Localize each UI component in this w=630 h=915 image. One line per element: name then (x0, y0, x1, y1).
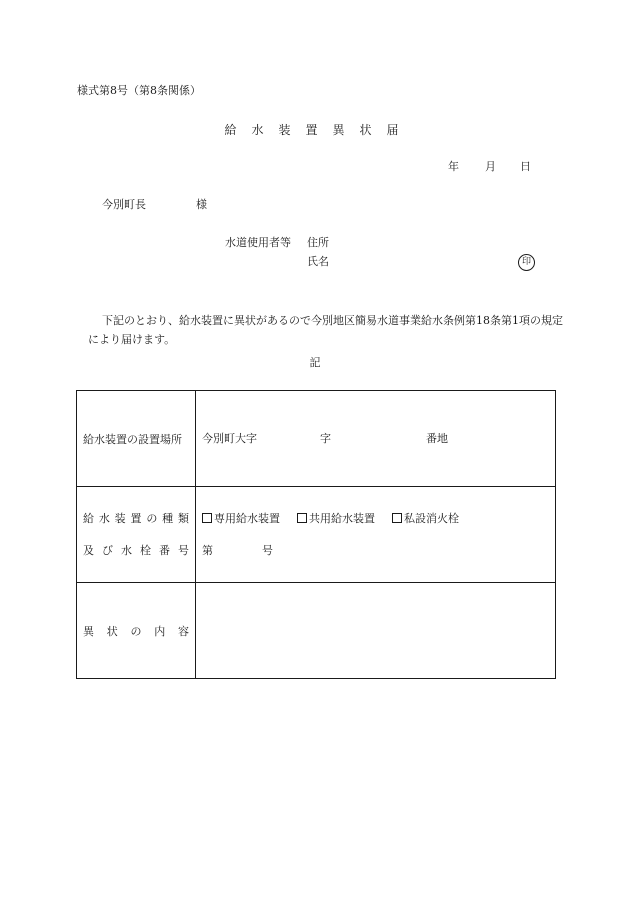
option-private-hydrant[interactable]: 私設消火栓 (392, 512, 459, 526)
date-year-label: 年 (448, 160, 459, 173)
checkbox-private-hydrant[interactable] (392, 513, 402, 523)
banchi-label: 番地 (426, 431, 448, 445)
number-suffix: 号 (262, 543, 273, 557)
location-content-cell[interactable] (196, 391, 556, 487)
table-row-type (77, 487, 556, 583)
type-label-cell (77, 487, 196, 583)
ki-heading: 記 (309, 356, 321, 369)
details-label-cell (77, 583, 196, 679)
option-dedicated[interactable]: 専用給水装置 (202, 512, 280, 526)
location-label: 給水装置の設置場所 (83, 432, 182, 446)
option-shared[interactable]: 共用給水装置 (297, 512, 375, 526)
address-label: 住所 (307, 236, 329, 249)
form-table (76, 390, 556, 679)
number-prefix: 第 (202, 543, 213, 557)
town-label: 今別町大字 (202, 431, 257, 445)
name-label: 氏名 (307, 255, 329, 268)
aza-label: 字 (320, 431, 331, 445)
table-row-details (77, 583, 556, 679)
form-number: 様式第8号（第8条関係） (77, 84, 201, 97)
addressee-honorific: 様 (196, 198, 207, 211)
document-title: 給水装置異状届 (224, 123, 414, 137)
type-label-line1: 給 水 装 置 の 種 類 (83, 511, 189, 525)
details-label: 異 状 の 内 容 (83, 624, 189, 638)
details-content-cell[interactable] (196, 583, 556, 679)
applicant-role-label: 水道使用者等 (225, 236, 291, 249)
body-paragraph: 下記のとおり、給水装置に異状があるので今別地区簡易水道事業給水条例第18条第1項の規定により届けます。 (88, 314, 563, 346)
location-label-cell (77, 391, 196, 487)
addressee-name: 今別町長 (102, 198, 146, 211)
date-day-label: 日 (520, 160, 531, 173)
seal-mark: 印 (518, 254, 535, 271)
type-content-cell (196, 487, 556, 583)
checkbox-shared[interactable] (297, 513, 307, 523)
table-row-location (77, 391, 556, 487)
checkbox-dedicated[interactable] (202, 513, 212, 523)
date-month-label: 月 (485, 160, 496, 173)
type-label-line2: 及 び 水 栓 番 号 (83, 543, 189, 557)
